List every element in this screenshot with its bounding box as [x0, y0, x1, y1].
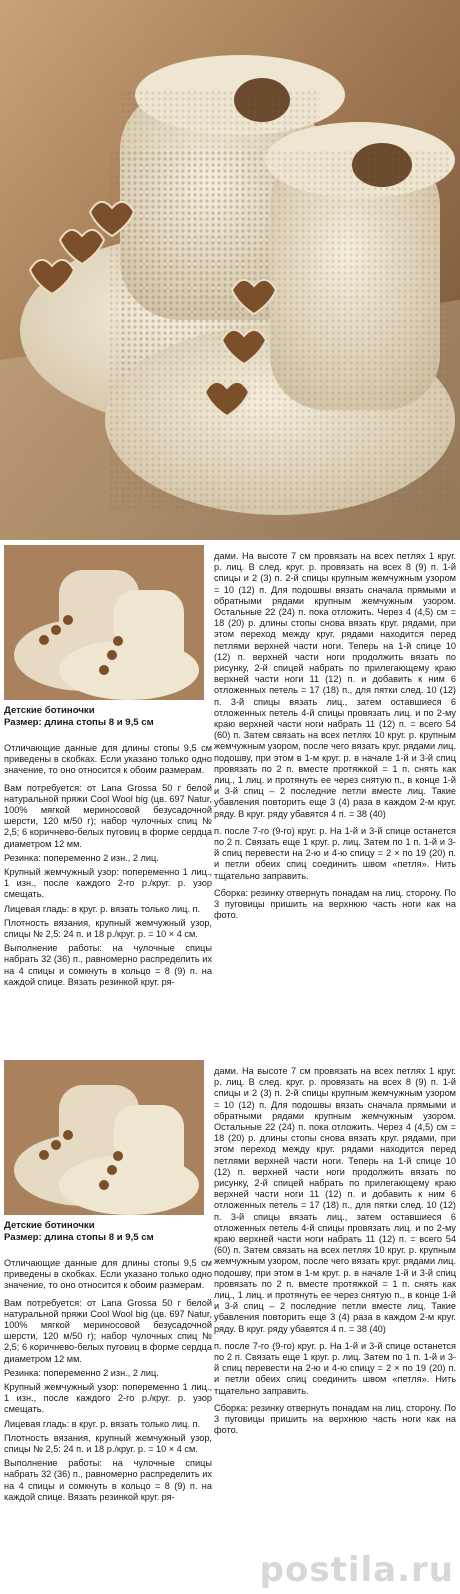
instructions-part-b: п. после 7-го (9-го) круг. р. На 1-й и 3-й спице останется по 2 п. Связать еще 1 круг. р. лиц. Затем по 1 п. 1-й и 3-й спиц перевести на 2-ю и 4-ю спицу = 2 × по 19 (20) п. и петли обеих спиц соединить швом «петля». Нить тщательно заправить. [214, 1340, 456, 1396]
assembly-text: Сборка: резинку отвернуть понадам на лиц. сторону. По 3 пуговицы пришить на верхнюю часть ноги как на фото. [214, 887, 456, 921]
pattern-size: Размер: длина стопы 8 и 9,5 см [4, 1232, 154, 1243]
pattern-size: Размер: длина стопы 8 и 9,5 см [4, 717, 154, 728]
instructions-part-a: дами. На высоте 7 см провязать на всех петлях 1 круг. р. лиц. В след. круг. р. провязать на всех 8 (9) п. 1-й спицы и 2 (3) п. 2-й спицы крупным жемчужным узором = 10 (12) п. Для подошвы вязать сначала прямыми и обратными рядами крупным жемчужным узором. Остальные 22 (24) п. пока отложить. Через 4 (4,5) см = 18 (20) р. длины стопы снова вязать круг. рядами, при этом переход между круг. рядами находится перед петлями верхней части ноги. Теперь на 1-й спице 10 (12) п. верхней части ноги продолжить вязать по рисунку, 2-й спицей набрать по прилегающему краю верхней части ноги 11 (12) п. и добавить к ним 6 отложенных петель = 17 (18) п., для пятки след. 10 (12) п. 3-й спицы вязать лиц., затем оставшиеся 6 отложенных петель 4-й спицы провязать лиц. и по 2-му краю верхней части ноги набрать 11 (12) п. = всего 54 (60) п. Затем связать на всех петлях 10 круг. р. крупным жемчужным узором, после чего вязать круг. рядами лиц. подошву, при этом в 1-м круг. р. в начале 1-й и 3-й спиц провязать по 2 п. вместе протяжкой = 1 п. снять как лиц., 1 лиц. и протянуть ее через снятую п., в конце 1-й и 3-й спиц – 2 последние петли вместе лиц. Такие убавления повторить еще 3 (4) раза в каждом 2-м круг. ряду. В круг. ряду убавятся 4 п. = 38 (40) [214, 1066, 456, 1334]
pattern-block-2 [0, 1060, 460, 1580]
rib-text: Резинка: попеременно 2 изн., 2 лиц. [4, 1367, 159, 1378]
pattern-title: Детские ботиночки [4, 1220, 95, 1231]
right-column [214, 551, 456, 928]
watermark: postila.ru [259, 1550, 454, 1590]
density-text: Плотность вязания, крупный жемчужный узор, спицы № 2,5: 24 п. и 18 р./круг. р. = 10 × 4 см. [4, 1432, 212, 1455]
pattern-title: Детские ботиночки [4, 705, 95, 716]
pearl-pattern-text: Крупный жемчужный узор: попеременно 1 лиц., 1 изн., после каждого 2-го р./круг. р. узор смещать. [4, 1382, 212, 1415]
right-column [214, 1066, 456, 1443]
stockinette-text: Лицевая гладь: в круг. р. вязать только лиц. п. [4, 1418, 201, 1429]
pattern-block-1 [0, 545, 460, 1065]
density-text: Плотность вязания, крупный жемчужный узор, спицы № 2,5: 24 п. и 18 р./круг. р. = 10 × 4 см. [4, 917, 212, 940]
hero-photo [0, 0, 460, 540]
instructions-part-a: дами. На высоте 7 см провязать на всех петлях 1 круг. р. лиц. В след. круг. р. провязать на всех 8 (9) п. 1-й спицы и 2 (3) п. 2-й спицы крупным жемчужным узором = 10 (12) п. Для подошвы вязать сначала прямыми и обратными рядами крупным жемчужным узором. Остальные 22 (24) п. пока отложить. Через 4 (4,5) см = 18 (20) р. длины стопы снова вязать круг. рядами, при этом переход между круг. рядами находится перед петлями верхней части ноги. Теперь на 1-й спице 10 (12) п. верхней части ноги продолжить вязать по рисунку, 2-й спицей набрать по прилегающему краю верхней части ноги 11 (12) п. и добавить к ним 6 отложенных петель = 17 (18) п., для пятки след. 10 (12) п. 3-й спицы вязать лиц., затем оставшиеся 6 отложенных петель 4-й спицы провязать лиц. и по 2-му краю верхней части ноги набрать 11 (12) п. = всего 54 (60) п. Затем связать на всех петлях 10 круг. р. крупным жемчужным узором, после чего вязать круг. рядами лиц. подошву, при этом в 1-м круг. р. в начале 1-й и 3-й спиц провязать по 2 п. вместе протяжкой = 1 п. снять как лиц., 1 лиц. и протянуть ее через снятую п., в конце 1-й и 3-й спиц – 2 последние петли вместе лиц. Такие убавления повторить еще 3 (4) раза в каждом 2-м круг. ряду. В круг. ряду убавятся 4 п. = 38 (40) [214, 551, 456, 819]
rib-text: Резинка: попеременно 2 изн., 2 лиц. [4, 852, 159, 863]
materials-text: Вам потребуется: от Lana Grossa 50 г белой натуральной пряжи Cool Wool big (цв. 697 Natur, 100% мягкой мериносовой безусадочной шерсти, 120 м/50 г); набор чулочных спиц № 2,5; 6 коричнево-белых пуговиц в форме сердца диаметром 12 мм. [4, 1297, 212, 1364]
pearl-pattern-text: Крупный жемчужный узор: попеременно 1 лиц., 1 изн., после каждого 2-го р./круг. р. узор смещать. [4, 867, 212, 900]
materials-text: Вам потребуется: от Lana Grossa 50 г белой натуральной пряжи Cool Wool big (цв. 697 Natur, 100% мягкой мериносовой безусадочной шерсти, 120 м/50 г); набор чулочных спиц № 2,5; 6 коричнево-белых пуговиц в форме сердца диаметром 12 мм. [4, 782, 212, 849]
assembly-text: Сборка: резинку отвернуть понадам на лиц. сторону. По 3 пуговицы пришить на верхнюю часть ноги как на фото. [214, 1402, 456, 1436]
stockinette-text: Лицевая гладь: в круг. р. вязать только лиц. п. [4, 903, 201, 914]
left-column [4, 705, 212, 991]
work-start-text: Выполнение работы: на чулочные спицы набрать 32 (36) п., равномерно распределить их на 4 спицы и сомкнуть в кольцо = 8 (9) п. на каждой спице. Вязать резинкой круг. ря- [4, 1458, 212, 1502]
thumbnail-photo [4, 545, 204, 700]
left-column [4, 1220, 212, 1506]
intro-text: Отличающие данные для длины стопы 9,5 см приведены в скобках. Если указано только одно значение, то оно относится к обоим размерам. [4, 743, 212, 776]
instructions-part-b: п. после 7-го (9-го) круг. р. На 1-й и 3-й спице останется по 2 п. Связать еще 1 круг. р. лиц. Затем по 1 п. 1-й и 3-й спиц перевести на 2-ю и 4-ю спицу = 2 × по 19 (20) п. и петли обеих спиц соединить швом «петля». Нить тщательно заправить. [214, 825, 456, 881]
bootie-front [105, 122, 455, 515]
intro-text: Отличающие данные для длины стопы 9,5 см приведены в скобках. Если указано только одно значение, то оно относится к обоим размерам. [4, 1258, 212, 1291]
work-start-text: Выполнение работы: на чулочные спицы набрать 32 (36) п., равномерно распределить их на 4 спицы и сомкнуть в кольцо = 8 (9) п. на каждой спице. Вязать резинкой круг. ря- [4, 943, 212, 987]
booties-photo-illustration [0, 0, 460, 540]
thumbnail-photo [4, 1060, 204, 1215]
